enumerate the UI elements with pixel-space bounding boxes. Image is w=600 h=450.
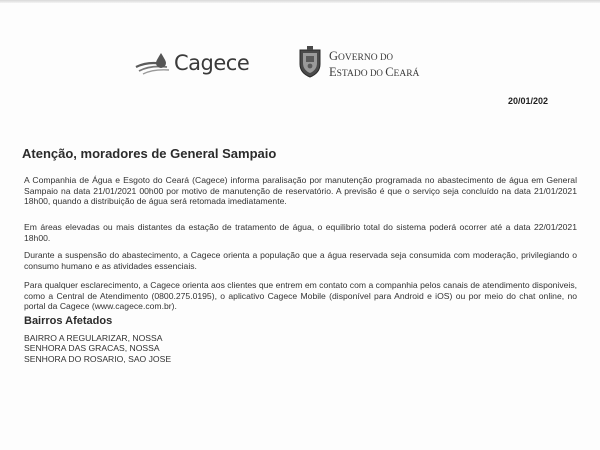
cagece-logo (134, 48, 264, 78)
government-logo-text: GOVERNO DO ESTADO DO CEARÁ (329, 49, 420, 79)
header-logos (134, 46, 444, 80)
affected-neighborhoods-list (24, 333, 171, 364)
list-item: BAIRRO A REGULARIZAR, NOSSA (24, 333, 163, 343)
list-item: SENHORA DAS GRACAS, NOSSA (24, 343, 160, 354)
affected-neighborhoods-title: Bairros Afetados (24, 315, 113, 327)
paragraph-water-use: Durante a suspensão do abastecimento, a Cagece orienta a população que a água reservada seja consumida com moderação, privilegiando o consumo humano e as atividades essenciais. (24, 250, 577, 271)
list-item: SENHORA DO ROSARIO, SAO JOSE (24, 353, 172, 364)
notice-date: 20/01/202 (508, 96, 549, 106)
scan-edge (0, 0, 600, 3)
notice-heading: Atenção, moradores de General Sampaio (22, 146, 277, 161)
cagece-logo-text: Cagece (174, 51, 250, 75)
cagece-mark-icon (134, 52, 172, 76)
state-crest-icon (297, 46, 323, 78)
paragraph-high-areas: Em áreas elevadas ou mais distantes da estação de tratamento de água, o equilibrio total do sistema poderá ocorrer até a data 22/01/2021 18h00. (24, 222, 577, 243)
government-logo (297, 46, 447, 80)
paragraph-contact: Para qualquer esclarecimento, a Cagece orienta aos clientes que entrem em contato com a companhia pelos canais de atendimento disponiveis, como a Central de Atendimento (0800.275.0195), o aplicativo Cagece Mobile (disponível para Android e iOS) ou por meio do chat online, no portal da Cagece (www.cagece.com.br). (24, 280, 577, 312)
paragraph-maintenance: A Companhia de Água e Esgoto do Ceará (Cagece) informa paralisação por manutenção programada no abastecimento de água em General Sampaio na data 21/01/2021 00h00 por motivo de manutenção de reservatório. A previsão é que o serviço seja concluído na data 21/01/2021 18h00, quando a distribuição de água será retomada imediatamente. (24, 175, 577, 207)
